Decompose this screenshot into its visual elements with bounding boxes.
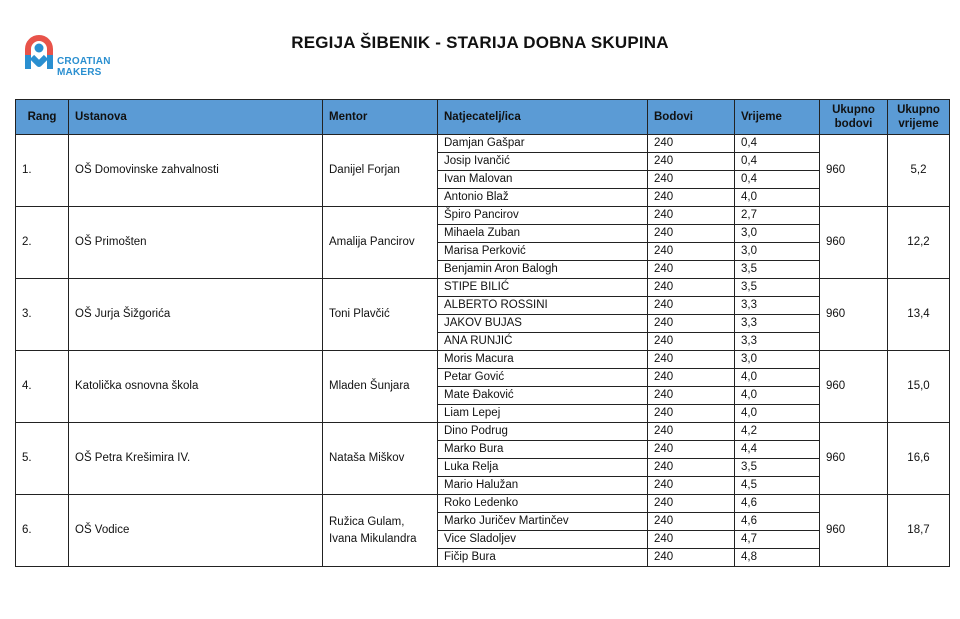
cell-ukupno-bodovi: 960 <box>820 279 888 351</box>
cell-mentor: Mladen Šunjara <box>323 351 438 423</box>
cell-bodovi: 240 <box>648 531 735 549</box>
cell-natjecatelj: Roko Ledenko <box>438 495 648 513</box>
cell-vrijeme: 4,7 <box>735 531 820 549</box>
page-title: REGIJA ŠIBENIK - STARIJA DOBNA SKUPINA <box>291 33 669 52</box>
cell-ustanova: Katolička osnovna škola <box>69 351 323 423</box>
cell-bodovi: 240 <box>648 549 735 567</box>
cell-natjecatelj: Marko Juričev Martinčev <box>438 513 648 531</box>
cell-natjecatelj: Petar Gović <box>438 369 648 387</box>
cell-vrijeme: 0,4 <box>735 171 820 189</box>
cell-mentor: Nataša Miškov <box>323 423 438 495</box>
cell-vrijeme: 3,3 <box>735 297 820 315</box>
header-vrijeme: Vrijeme <box>735 100 820 135</box>
cell-bodovi: 240 <box>648 405 735 423</box>
table-row <box>16 495 950 513</box>
cell-bodovi: 240 <box>648 333 735 351</box>
cell-natjecatelj: ANA RUNJIĆ <box>438 333 648 351</box>
header-mentor: Mentor <box>323 100 438 135</box>
cell-natjecatelj: Ivan Malovan <box>438 171 648 189</box>
cell-bodovi: 240 <box>648 153 735 171</box>
cell-bodovi: 240 <box>648 261 735 279</box>
header-ukupno-vrijeme: Ukupno vrijeme <box>888 100 950 135</box>
cell-natjecatelj: Marisa Perković <box>438 243 648 261</box>
cell-vrijeme: 4,8 <box>735 549 820 567</box>
cell-natjecatelj: Vice Sladoljev <box>438 531 648 549</box>
cell-vrijeme: 4,0 <box>735 369 820 387</box>
cell-natjecatelj: Mate Đaković <box>438 387 648 405</box>
cell-natjecatelj: Dino Podrug <box>438 423 648 441</box>
cell-ukupno-bodovi: 960 <box>820 351 888 423</box>
cell-mentor <box>323 495 438 567</box>
cell-natjecatelj: Fičip Bura <box>438 549 648 567</box>
cell-vrijeme: 3,3 <box>735 315 820 333</box>
cell-ukupno-bodovi: 960 <box>820 135 888 207</box>
cell-vrijeme: 0,4 <box>735 153 820 171</box>
header-natjecatelj: Natjecatelj/ica <box>438 100 648 135</box>
cell-vrijeme: 4,0 <box>735 189 820 207</box>
cell-bodovi: 240 <box>648 207 735 225</box>
cell-natjecatelj: Antonio Blaž <box>438 189 648 207</box>
cell-bodovi: 240 <box>648 477 735 495</box>
cell-vrijeme: 4,6 <box>735 513 820 531</box>
cell-natjecatelj: Josip Ivančić <box>438 153 648 171</box>
cell-rang: 4. <box>16 351 69 423</box>
header-rang: Rang <box>16 100 69 135</box>
cell-natjecatelj: Luka Relja <box>438 459 648 477</box>
cell-vrijeme: 3,0 <box>735 243 820 261</box>
cell-ukupno-vrijeme: 12,2 <box>888 207 950 279</box>
mentor-line: Ivana Mikulandra <box>329 532 417 545</box>
cell-natjecatelj: Mario Halužan <box>438 477 648 495</box>
cell-natjecatelj: JAKOV BUJAS <box>438 315 648 333</box>
cell-bodovi: 240 <box>648 243 735 261</box>
cell-vrijeme: 4,0 <box>735 387 820 405</box>
cell-ukupno-vrijeme: 5,2 <box>888 135 950 207</box>
cell-vrijeme: 4,5 <box>735 477 820 495</box>
cell-ustanova: OŠ Primošten <box>69 207 323 279</box>
cell-ustanova: OŠ Vodice <box>69 495 323 567</box>
cell-bodovi: 240 <box>648 351 735 369</box>
cell-rang: 5. <box>16 423 69 495</box>
table-row <box>16 423 950 441</box>
cell-bodovi: 240 <box>648 423 735 441</box>
cell-vrijeme: 4,0 <box>735 405 820 423</box>
cell-vrijeme: 4,6 <box>735 495 820 513</box>
results-table <box>15 99 950 567</box>
table-body <box>16 135 950 567</box>
table-row <box>16 207 950 225</box>
cell-bodovi: 240 <box>648 441 735 459</box>
cell-bodovi: 240 <box>648 369 735 387</box>
logo-text-line2: MAKERS <box>57 67 102 78</box>
cell-vrijeme: 3,3 <box>735 333 820 351</box>
cell-ukupno-vrijeme: 18,7 <box>888 495 950 567</box>
cell-bodovi: 240 <box>648 495 735 513</box>
header-bodovi: Bodovi <box>648 100 735 135</box>
logo-text <box>57 56 111 78</box>
cell-bodovi: 240 <box>648 135 735 153</box>
cell-bodovi: 240 <box>648 171 735 189</box>
table-row <box>16 135 950 153</box>
cell-ukupno-bodovi: 960 <box>820 207 888 279</box>
cell-bodovi: 240 <box>648 459 735 477</box>
cell-ukupno-vrijeme: 13,4 <box>888 279 950 351</box>
cell-ukupno-bodovi: 960 <box>820 495 888 567</box>
cell-vrijeme: 2,7 <box>735 207 820 225</box>
cell-ustanova: OŠ Domovinske zahvalnosti <box>69 135 323 207</box>
table-row <box>16 351 950 369</box>
logo-text-line1: CROATIAN <box>57 56 111 67</box>
cell-natjecatelj: Benjamin Aron Balogh <box>438 261 648 279</box>
cell-rang: 1. <box>16 135 69 207</box>
cell-natjecatelj: STIPE BILIĆ <box>438 279 648 297</box>
table-row <box>16 279 950 297</box>
cell-mentor: Amalija Pancirov <box>323 207 438 279</box>
cell-vrijeme: 3,5 <box>735 459 820 477</box>
cell-vrijeme: 0,4 <box>735 135 820 153</box>
cell-bodovi: 240 <box>648 297 735 315</box>
cell-natjecatelj: ALBERTO ROSSINI <box>438 297 648 315</box>
cell-vrijeme: 3,0 <box>735 225 820 243</box>
cell-natjecatelj: Marko Bura <box>438 441 648 459</box>
mentor-line: Ružica Gulam, <box>329 515 405 528</box>
cell-vrijeme: 4,4 <box>735 441 820 459</box>
cell-bodovi: 240 <box>648 279 735 297</box>
cell-rang: 2. <box>16 207 69 279</box>
cell-ukupno-vrijeme: 16,6 <box>888 423 950 495</box>
cell-vrijeme: 3,0 <box>735 351 820 369</box>
cell-ustanova: OŠ Jurja Šižgorića <box>69 279 323 351</box>
cell-mentor: Danijel Forjan <box>323 135 438 207</box>
header-ukupno-bodovi: Ukupno bodovi <box>820 100 888 135</box>
header-ustanova: Ustanova <box>69 100 323 135</box>
cell-vrijeme: 3,5 <box>735 279 820 297</box>
cell-bodovi: 240 <box>648 315 735 333</box>
cell-rang: 3. <box>16 279 69 351</box>
table-header-row <box>16 100 950 135</box>
cell-vrijeme: 3,5 <box>735 261 820 279</box>
cell-natjecatelj: Liam Lepej <box>438 405 648 423</box>
cell-bodovi: 240 <box>648 513 735 531</box>
cell-natjecatelj: Moris Macura <box>438 351 648 369</box>
cell-ukupno-bodovi: 960 <box>820 423 888 495</box>
cell-natjecatelj: Damjan Gašpar <box>438 135 648 153</box>
cell-ukupno-vrijeme: 15,0 <box>888 351 950 423</box>
cell-natjecatelj: Špiro Pancirov <box>438 207 648 225</box>
cell-ustanova: OŠ Petra Krešimira IV. <box>69 423 323 495</box>
cell-rang: 6. <box>16 495 69 567</box>
cell-mentor: Toni Plavčić <box>323 279 438 351</box>
cell-bodovi: 240 <box>648 225 735 243</box>
cell-bodovi: 240 <box>648 387 735 405</box>
cell-vrijeme: 4,2 <box>735 423 820 441</box>
cell-natjecatelj: Mihaela Zuban <box>438 225 648 243</box>
cell-bodovi: 240 <box>648 189 735 207</box>
